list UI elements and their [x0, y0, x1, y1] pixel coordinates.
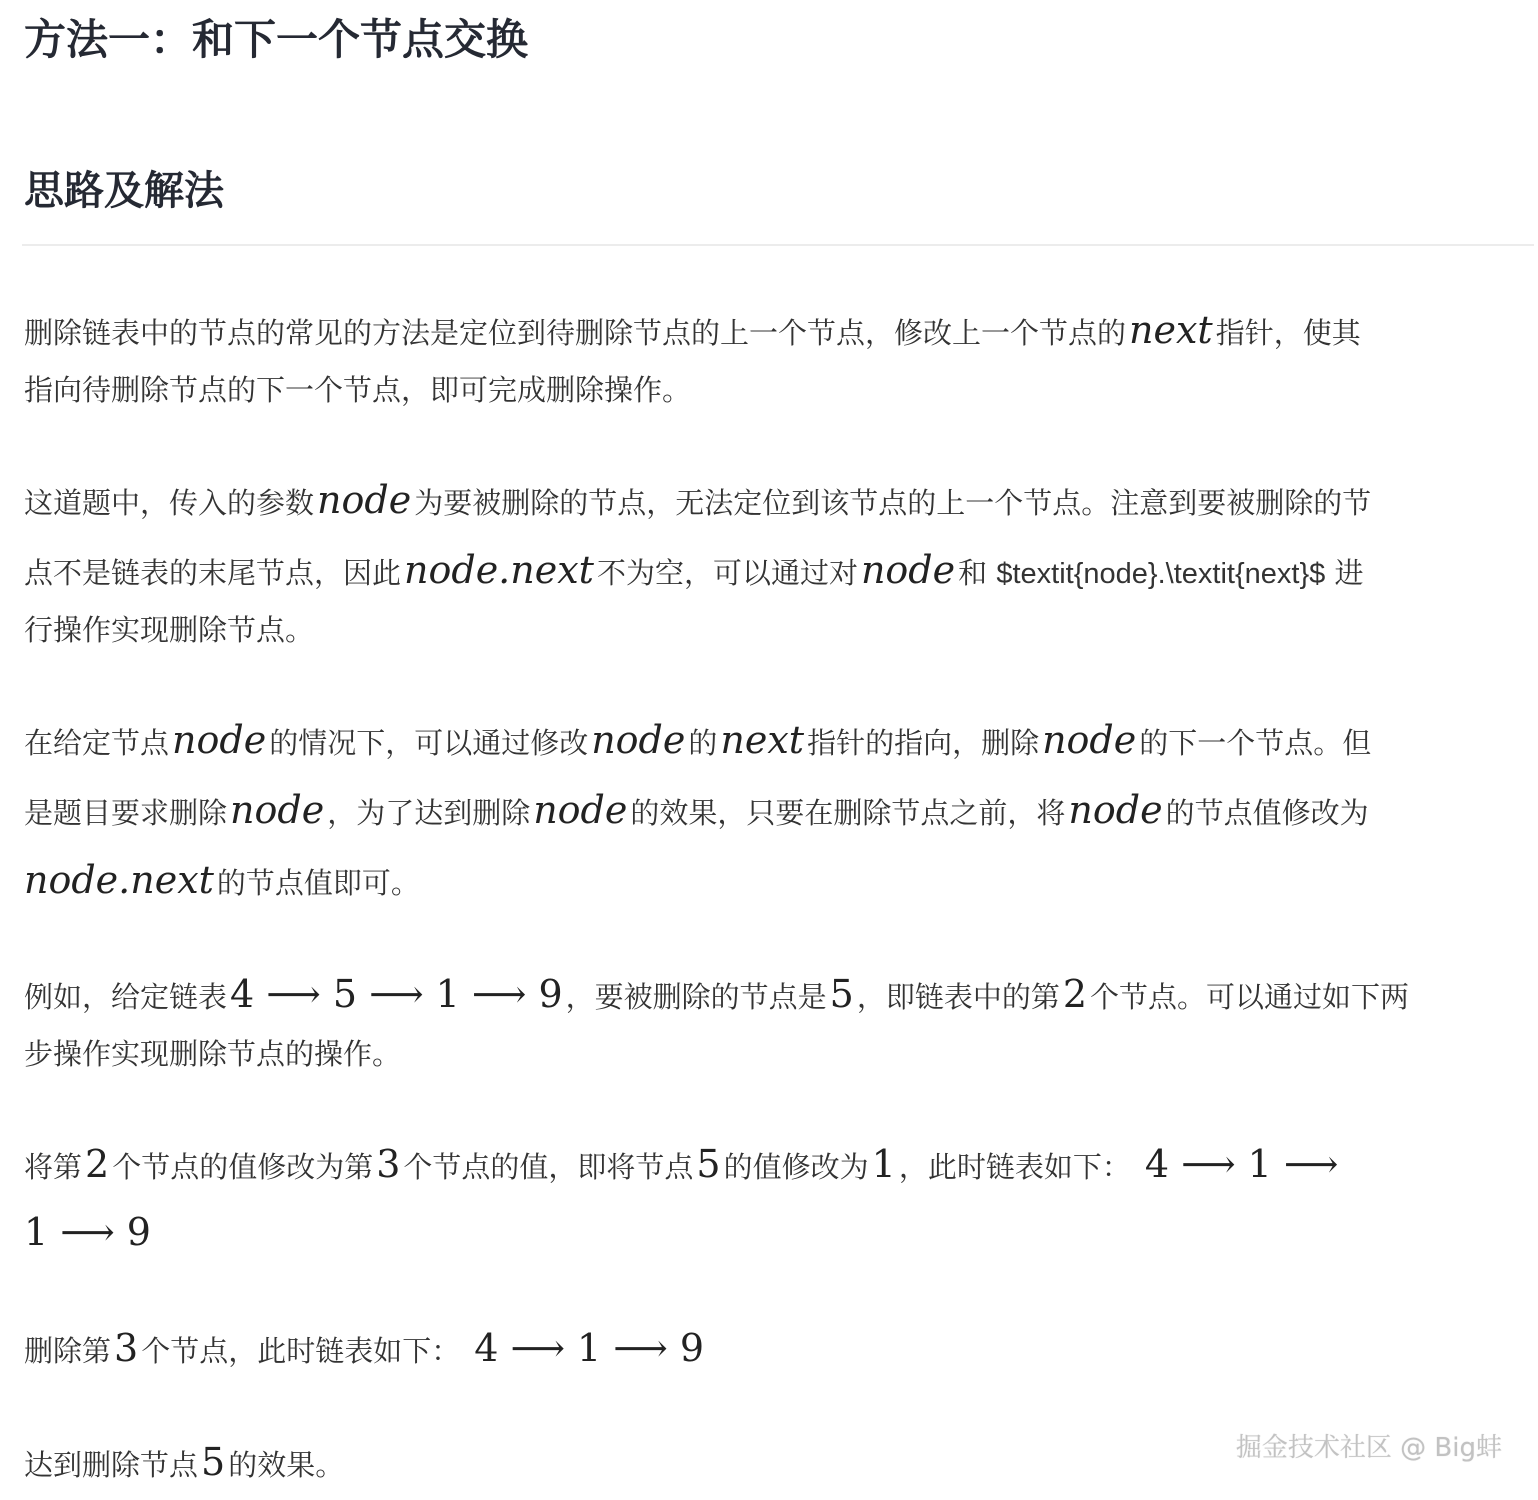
text: 指针，使其: [1215, 316, 1361, 350]
text: ，要被删除的节点是: [565, 980, 827, 1014]
text: 步操作实现删除节点的操作。: [24, 1037, 402, 1071]
text: 进: [1334, 556, 1364, 590]
paragraph-line: [24, 1202, 154, 1262]
paragraph-line: [24, 1432, 344, 1492]
text: 个节点的值修改为第: [112, 1150, 374, 1184]
paragraph-line: [24, 710, 1371, 770]
heading-divider: [22, 244, 1534, 246]
text: 和: [958, 556, 988, 590]
text: 的效果。: [228, 1448, 345, 1482]
text: 不为空，可以通过对: [596, 556, 858, 590]
text: 的下一个节点。但: [1139, 726, 1372, 760]
paragraph-line: [24, 1318, 707, 1378]
math-next: next: [720, 718, 805, 762]
math-node: node: [1068, 788, 1163, 832]
math-node: node: [533, 788, 628, 832]
paragraph-line: [24, 540, 1364, 600]
text: 删除链表中的节点的常见的方法是定位到待删除节点的上一个节点，修改上一个节点的: [24, 316, 1127, 350]
math-node: node: [860, 548, 956, 592]
raw-latex-text: $textit{node}.\textit{next}$: [996, 558, 1326, 590]
text: 是题目要求删除: [24, 796, 228, 830]
math-number: 1: [871, 1142, 896, 1186]
math-node: node: [172, 718, 267, 762]
math-number: 5: [201, 1440, 226, 1484]
text: 例如，给定链表: [24, 980, 228, 1014]
math-next: next: [1129, 308, 1213, 352]
text: 个节点的值，即将节点: [403, 1150, 694, 1184]
paragraph-line: [24, 964, 1409, 1024]
math-number: 5: [696, 1142, 721, 1186]
math-list: 1 ⟶ 9: [24, 1210, 151, 1254]
paragraph-line: [24, 850, 420, 910]
text: 的节点值修改为: [1165, 796, 1369, 830]
paragraph-line: [24, 470, 1371, 530]
math-node-next: node.next: [24, 858, 214, 902]
text: 个节点，此时链表如下：: [141, 1334, 461, 1368]
text: 的情况下，可以通过修改: [269, 726, 589, 760]
text: 的值修改为: [723, 1150, 869, 1184]
paragraph-line: [24, 780, 1369, 840]
math-number: 3: [114, 1326, 139, 1370]
text: 点不是链表的末尾节点，因此: [24, 556, 402, 590]
text: 删除第: [24, 1334, 112, 1368]
math-node: node: [230, 788, 325, 832]
math-node-next: node.next: [404, 548, 594, 592]
text: 为要被删除的节点，无法定位到该节点的上一个节点。注意到要被删除的节: [414, 486, 1372, 520]
math-list: 4 ⟶ 1 ⟶ 9: [474, 1326, 705, 1370]
text: ，此时链表如下：: [898, 1150, 1131, 1184]
text: 的节点值即可。: [216, 866, 420, 900]
watermark: 掘金技术社区 @ Big蚌: [1235, 1433, 1502, 1463]
math-number: 5: [829, 972, 854, 1016]
text: 指向待删除节点的下一个节点，即可完成删除操作。: [24, 373, 692, 407]
text: 指针的指向，删除: [807, 726, 1040, 760]
text: 这道题中，传入的参数: [24, 486, 315, 520]
math-number: 2: [1062, 972, 1088, 1016]
paragraph-line: [24, 360, 691, 420]
text: ，为了达到删除: [327, 796, 531, 830]
paragraph-line: [24, 1024, 401, 1084]
text: 个节点。可以通过如下两: [1090, 980, 1410, 1014]
paragraph-line: [24, 300, 1361, 360]
paragraph-line: [24, 600, 314, 660]
text: 在给定节点: [24, 726, 170, 760]
math-node: node: [591, 718, 686, 762]
text: 达到删除节点: [24, 1448, 199, 1482]
math-number: 3: [376, 1142, 401, 1186]
math-number: 2: [85, 1142, 110, 1186]
math-node: node: [1042, 718, 1137, 762]
text: 的: [688, 726, 718, 760]
math-node: node: [317, 478, 412, 522]
paragraph-line: [24, 1134, 1341, 1194]
text: ，即链表中的第: [856, 980, 1060, 1014]
text: 行操作实现删除节点。: [24, 613, 315, 647]
section-title: 方法一：和下一个节点交换: [24, 15, 529, 64]
math-list: 4 ⟶ 5 ⟶ 1 ⟶ 9: [230, 972, 563, 1016]
text: 的效果，只要在删除节点之前，将: [630, 796, 1066, 830]
article: [24, 0, 1532, 1500]
math-list: 4 ⟶ 1 ⟶: [1144, 1142, 1339, 1186]
subsection-title: 思路及解法: [24, 168, 224, 214]
text: 将第: [24, 1150, 83, 1184]
